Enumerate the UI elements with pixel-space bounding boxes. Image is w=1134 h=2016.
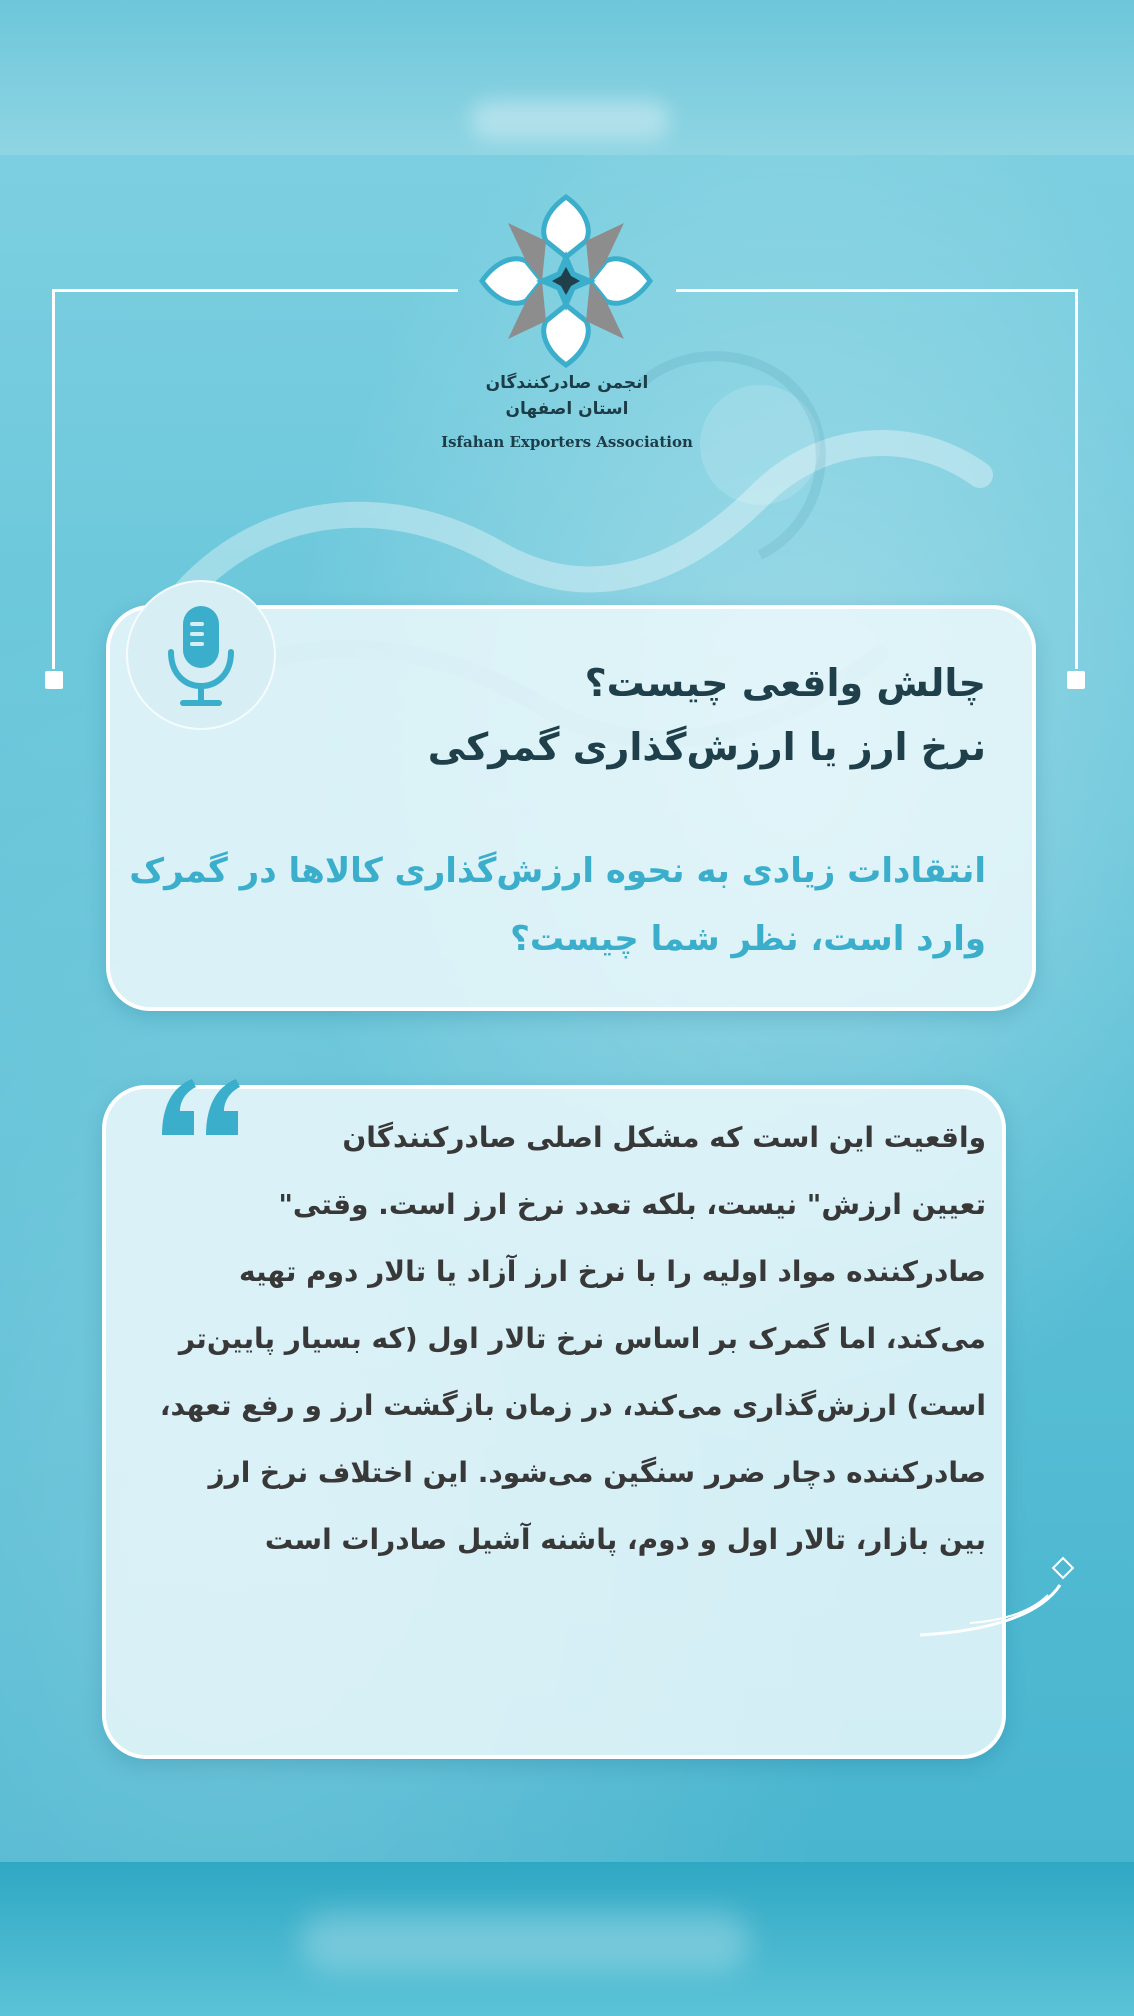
quote-line-5: است) ارزش‌گذاری می‌کند، در زمان بازگشت ارز و رفع تعهد، bbox=[159, 1389, 986, 1422]
question-subtitle-line1: انتقادات زیادی به نحوه ارزش‌گذاری کالاها در گمرک bbox=[129, 851, 986, 891]
quote-line-1: واقعیت این است که مشکل اصلی صادرکنندگان bbox=[342, 1121, 986, 1154]
quote-card bbox=[102, 1085, 1006, 1759]
quote-line-7: بین بازار، تالار اول و دوم، پاشنه آشیل صادرات است bbox=[264, 1523, 986, 1556]
microphone-icon bbox=[128, 582, 274, 728]
question-title-line1: چالش واقعی چیست؟ bbox=[584, 661, 986, 705]
association-logo bbox=[478, 193, 654, 369]
corner-ornament bbox=[880, 1555, 1080, 1645]
quote-line-2: تعیین ارزش" نیست، بلکه تعدد نرخ ارز است. وقتی" bbox=[278, 1188, 986, 1221]
association-name-fa-line1: انجمن صادرکنندگان bbox=[485, 373, 649, 393]
top-blurred-band bbox=[0, 0, 1134, 155]
association-name-en: Isfahan Exporters Association bbox=[441, 433, 693, 451]
bottom-blurred-band bbox=[0, 1862, 1134, 2016]
frame-line-top-right bbox=[676, 289, 1078, 292]
quote-line-3: صادرکننده مواد اولیه را با نرخ ارز آزاد یا تالار دوم تهیه bbox=[238, 1255, 986, 1288]
frame-line-top-left bbox=[52, 289, 458, 292]
frame-line-right bbox=[1075, 289, 1078, 669]
microphone-badge bbox=[126, 580, 276, 730]
quote-line-4: می‌کند، اما گمرک بر اساس نرخ تالار اول (که بسیار پایین‌تر bbox=[178, 1322, 986, 1355]
quote-line-6: صادرکننده دچار ضرر سنگین می‌شود. این اختلاف نرخ ارز bbox=[208, 1456, 986, 1489]
frame-corner-left bbox=[45, 671, 63, 689]
association-name-fa-line2: استان اصفهان bbox=[505, 399, 629, 419]
frame-line-left bbox=[52, 289, 55, 669]
question-title-line2: نرخ ارز یا ارزش‌گذاری گمرکی bbox=[427, 725, 986, 769]
poster bbox=[0, 155, 1134, 1862]
quote-icon bbox=[158, 1073, 246, 1143]
frame-corner-right bbox=[1067, 671, 1085, 689]
question-subtitle-line2: وارد است، نظر شما چیست؟ bbox=[510, 919, 986, 959]
